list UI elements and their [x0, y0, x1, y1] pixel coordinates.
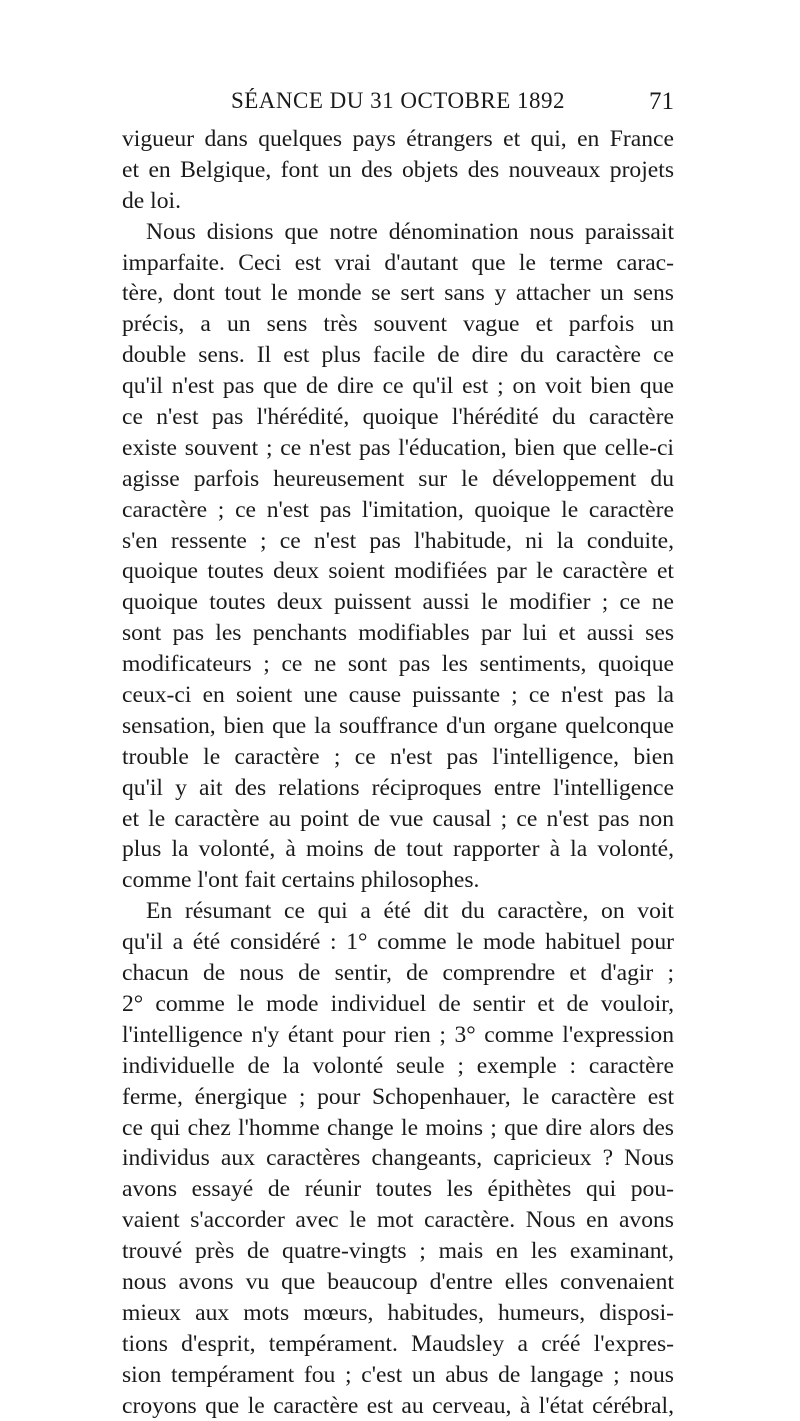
- text-line: ce n'est pas l'hérédité, quoique l'hérédité du caractère: [122, 404, 674, 431]
- text-line: qu'il y ait des relations réciproques entre l'intelligence: [122, 774, 674, 801]
- text-line: plus la volonté, à moins de tout rapporter à la volonté,: [122, 836, 674, 863]
- text-line: qu'il a été considéré : 1° comme le mode habituel pour: [122, 929, 674, 956]
- text-line: qu'il n'est pas que de dire ce qu'il est ; on voit bien que: [122, 373, 674, 400]
- text-line: quoique toutes deux soient modifiées par le caractère et: [122, 558, 674, 585]
- text-line: Nous disions que notre dénomination nous paraissait: [146, 218, 674, 245]
- text-line: individus aux caractères changeants, capricieux ? Nous: [122, 1145, 674, 1172]
- text-line: sont pas les penchants modifiables par lui et aussi ses: [122, 620, 674, 647]
- page-header: [122, 88, 674, 122]
- page-number: 71: [649, 88, 674, 115]
- text-line: précis, a un sens très souvent vague et parfois un: [122, 311, 674, 338]
- text-line: tère, dont tout le monde se sert sans y attacher un sens: [122, 280, 674, 307]
- text-line: s'en ressente ; ce n'est pas l'habitude, ni la conduite,: [122, 527, 674, 554]
- text-line: mieux aux mots mœurs, habitudes, humeurs, disposi-: [122, 1299, 674, 1326]
- text-line: trouble le caractère ; ce n'est pas l'intelligence, bien: [122, 743, 674, 770]
- text-line: En résumant ce qui a été dit du caractère, on voit: [146, 898, 674, 925]
- text-line: et en Belgique, font un des objets des nouveaux projets: [122, 156, 674, 183]
- text-line: existe souvent ; ce n'est pas l'éducation, bien que celle-ci: [122, 434, 674, 461]
- text-line: comme l'ont fait certains philosophes.: [122, 867, 480, 894]
- text-line: caractère ; ce n'est pas l'imitation, quoique le caractère: [122, 496, 674, 523]
- text-line: individuelle de la volonté seule ; exemple : caractère: [122, 1052, 674, 1079]
- text-line: modificateurs ; ce ne sont pas les sentiments, quoique: [122, 651, 674, 678]
- running-title: SÉANCE DU 31 OCTOBRE 1892: [230, 88, 566, 113]
- text-line: quoique toutes deux puissent aussi le modifier ; ce ne: [122, 589, 674, 616]
- text-line: agisse parfois heureusement sur le développement du: [122, 465, 674, 492]
- text-line: de loi.: [122, 187, 181, 214]
- text-line: l'intelligence n'y étant pour rien ; 3° comme l'expression: [122, 1021, 674, 1048]
- text-line: ferme, énergique ; pour Schopenhauer, le caractère est: [122, 1083, 674, 1110]
- body-text: [122, 124, 674, 1421]
- text-line: vaient s'accorder avec le mot caractère. Nous en avons: [122, 1207, 674, 1234]
- text-line: sensation, bien que la souffrance d'un organe quelconque: [122, 712, 674, 739]
- text-line: chacun de nous de sentir, de comprendre et d'agir ;: [122, 960, 674, 987]
- text-line: 2° comme le mode individuel de sentir et de vouloir,: [122, 990, 674, 1017]
- text-line: double sens. Il est plus facile de dire du caractère ce: [122, 342, 674, 369]
- text-line: nous avons vu que beaucoup d'entre elles convenaient: [122, 1268, 674, 1295]
- text-line: sion tempérament fou ; c'est un abus de langage ; nous: [122, 1361, 674, 1388]
- text-line: ceux-ci en soient une cause puissante ; ce n'est pas la: [122, 682, 674, 709]
- text-line: avons essayé de réunir toutes les épithètes qui pou-: [122, 1176, 674, 1203]
- text-line: croyons que le caractère est au cerveau, à l'état cérébral,: [122, 1392, 674, 1419]
- text-line: trouvé près de quatre-vingts ; mais en les examinant,: [122, 1238, 674, 1265]
- text-line: ce qui chez l'homme change le moins ; que dire alors des: [122, 1114, 674, 1141]
- text-line: vigueur dans quelques pays étrangers et qui, en France: [122, 126, 674, 152]
- text-line: imparfaite. Ceci est vrai d'autant que le terme carac-: [122, 249, 674, 276]
- text-line: tions d'esprit, tempérament. Maudsley a créé l'expres-: [122, 1330, 674, 1357]
- text-line: et le caractère au point de vue causal ; ce n'est pas non: [122, 805, 674, 832]
